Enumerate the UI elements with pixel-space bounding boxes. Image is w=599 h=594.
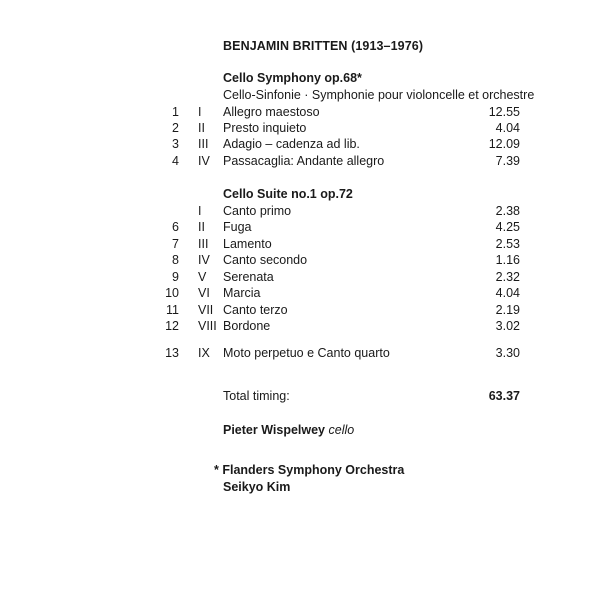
movement-number: IV — [198, 253, 210, 267]
track-row — [0, 319, 599, 335]
movement-number: V — [198, 270, 207, 284]
track-title: Fuga — [223, 220, 252, 234]
track-duration: 2.53 — [495, 237, 520, 251]
movement-number: I — [198, 204, 202, 218]
work-subtitle: Cello-Sinfonie · Symphonie pour violoncelle et orchestre — [223, 88, 535, 102]
track-title: Canto secondo — [223, 253, 308, 267]
track-number: 6 — [172, 220, 179, 234]
track-duration: 7.39 — [495, 154, 520, 168]
track-duration: 2.38 — [495, 204, 520, 218]
track-number: 8 — [172, 253, 179, 267]
work-title-cello-symphony: Cello Symphony op.68* — [223, 71, 362, 85]
track-duration: 12.09 — [488, 137, 520, 151]
track-number: 7 — [172, 237, 179, 251]
movement-number: VII — [198, 303, 214, 317]
track-duration: 2.32 — [495, 270, 520, 284]
track-duration: 4.04 — [495, 121, 520, 135]
track-row — [0, 154, 599, 170]
track-number: 4 — [172, 154, 179, 168]
track-title: Moto perpetuo e Canto quarto — [223, 346, 390, 360]
track-duration: 1.16 — [495, 253, 520, 267]
movement-number: III — [198, 137, 209, 151]
track-number: 1 — [172, 105, 179, 119]
track-title: Canto terzo — [223, 303, 288, 317]
movement-number: VI — [198, 286, 210, 300]
track-row — [0, 237, 599, 253]
performer-credit — [223, 423, 354, 437]
track-title: Allegro maestoso — [223, 105, 320, 119]
track-row — [0, 303, 599, 319]
track-title: Marcia — [223, 286, 261, 300]
track-row — [0, 270, 599, 286]
track-title: Serenata — [223, 270, 274, 284]
movement-number: VIII — [198, 319, 217, 333]
total-timing-label: Total timing: — [223, 389, 290, 403]
movement-number: IX — [198, 346, 210, 360]
track-duration: 3.30 — [495, 346, 520, 360]
track-duration: 12.55 — [488, 105, 520, 119]
track-number: 10 — [165, 286, 179, 300]
composer-heading: BENJAMIN BRITTEN (1913–1976) — [223, 39, 424, 53]
track-title: Adagio – cadenza ad lib. — [223, 137, 360, 151]
work-title-cello-suite: Cello Suite no.1 op.72 — [223, 187, 353, 201]
track-title: Canto primo — [223, 204, 292, 218]
total-timing-value: 63.37 — [488, 389, 520, 403]
track-title: Lamento — [223, 237, 272, 251]
track-title: Passacaglia: Andante allegro — [223, 154, 385, 168]
track-row — [0, 105, 599, 121]
track-number: 12 — [165, 319, 179, 333]
movement-number: II — [198, 220, 205, 234]
track-duration: 4.04 — [495, 286, 520, 300]
track-number: 2 — [172, 121, 179, 135]
track-row — [0, 137, 599, 153]
track-row — [0, 121, 599, 137]
track-row — [0, 220, 599, 236]
movement-number: IV — [198, 154, 210, 168]
track-number: 9 — [172, 270, 179, 284]
conductor-credit: Seikyo Kim — [223, 480, 291, 494]
track-title: Presto inquieto — [223, 121, 307, 135]
track-row — [0, 253, 599, 269]
track-title: Bordone — [223, 319, 271, 333]
track-duration: 2.19 — [495, 303, 520, 317]
track-row — [0, 204, 599, 220]
track-number: 3 — [172, 137, 179, 151]
movement-number: I — [198, 105, 202, 119]
performer-instrument: cello — [328, 423, 355, 437]
track-duration: 4.25 — [495, 220, 520, 234]
orchestra-credit: * Flanders Symphony Orchestra — [214, 463, 405, 477]
movement-number: III — [198, 237, 209, 251]
track-row — [0, 346, 599, 362]
track-number: 13 — [165, 346, 179, 360]
track-number: 11 — [166, 303, 179, 317]
movement-number: II — [198, 121, 205, 135]
track-duration: 3.02 — [495, 319, 520, 333]
track-row — [0, 286, 599, 302]
performer-name: Pieter Wispelwey — [223, 423, 326, 437]
